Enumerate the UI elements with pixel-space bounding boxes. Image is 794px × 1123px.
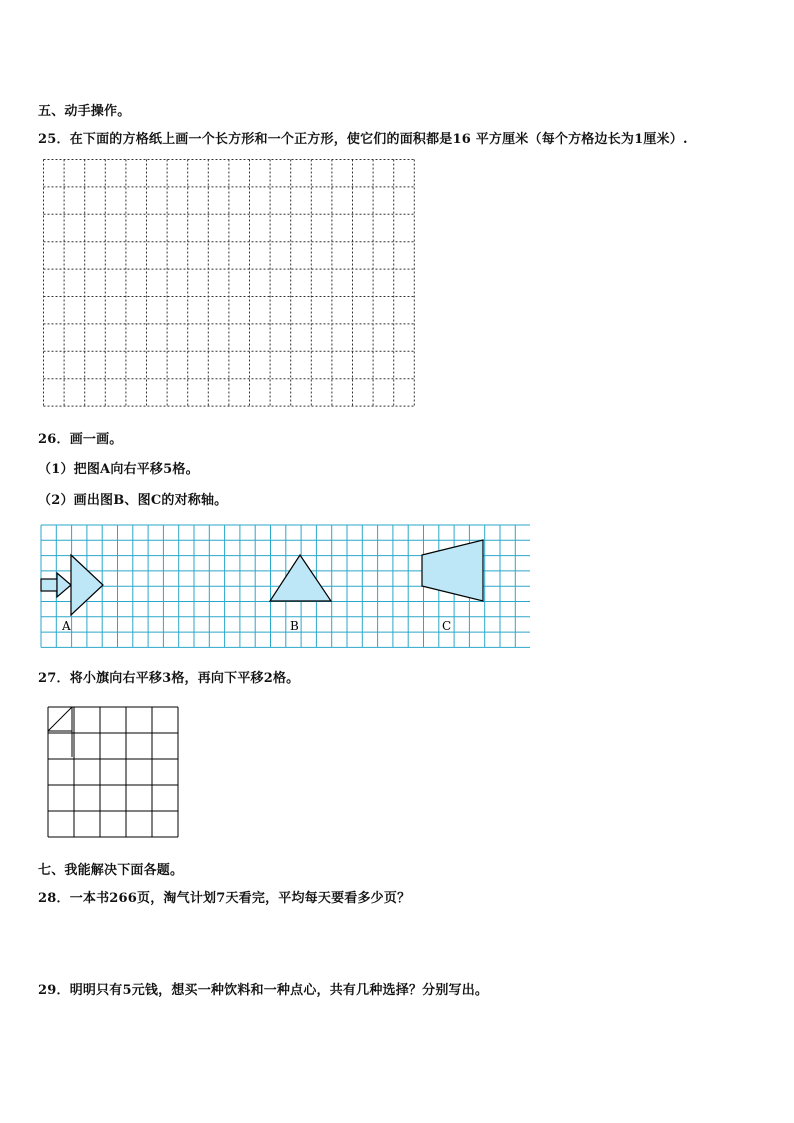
dotted-grid-paper [42,158,418,410]
question-29-text: 29．明明只有5元钱，想买一种饮料和一种点心，共有几种选择？分别写出。 [38,983,489,998]
translation-grid [40,524,530,648]
label-b: B [290,619,299,633]
flag [48,707,72,757]
figure-b [270,555,331,633]
label-c: C [442,619,452,633]
flag-diagonal [48,707,72,731]
question-25-text: 25．在下面的方格纸上画一个长方形和一个正方形，使它们的面积都是16 平方厘米（每个方格边长为1厘米）. [38,132,688,147]
section-five-heading: 五、动手操作。 [38,104,131,119]
figure-c-trapezoid [422,540,483,601]
question-26-part-1: （1）把图A向右平移5格。 [38,462,199,477]
figure-a-small-arrow [57,573,71,597]
question-26-part-2: （2）画出图B、图C的对称轴。 [38,493,228,508]
grid-lines [48,707,178,837]
figure-b-triangle [270,555,331,601]
question-26-title: 26．画一画。 [38,432,123,447]
question-28-text: 28．一本书266页，淘气计划7天看完，平均每天要看多少页？ [38,891,411,906]
section-seven-heading: 七、我能解决下面各题。 [38,863,184,878]
question-27-text: 27．将小旗向右平移3格，再向下平移2格。 [38,671,300,686]
flag-grid [46,705,179,838]
figure-a-stem [41,579,57,591]
figure-c [422,540,483,633]
label-a: A [62,619,71,633]
